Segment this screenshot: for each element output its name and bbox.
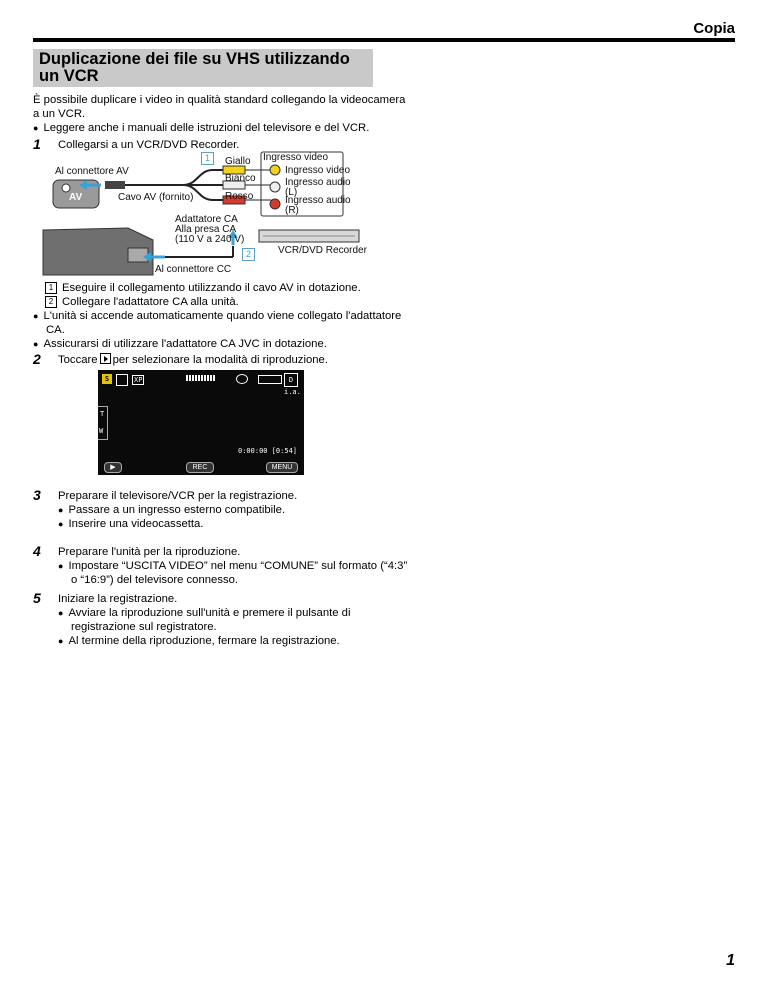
step-2-number: 2 <box>33 351 41 367</box>
audio-r-jack-icon <box>270 199 280 209</box>
callout-2: 2 <box>242 248 255 261</box>
note-1-number: 1 <box>45 282 57 294</box>
step-4-bullet-1 <box>58 559 407 573</box>
connection-diagram <box>33 150 373 280</box>
av-jack-label: AV <box>69 192 83 203</box>
playback-icon <box>100 353 111 364</box>
note-bullet-2 <box>33 337 327 351</box>
step-3-bullet-2 <box>58 517 285 531</box>
stabilizer-icon <box>236 374 248 384</box>
adapter-label-1: Adattatore CA <box>175 214 238 225</box>
step-2-text-before: Toccare <box>58 354 98 366</box>
step-1-text: Collegarsi a un VCR/DVD Recorder. <box>58 139 240 151</box>
playback-mode-icon: ▶ <box>110 464 116 471</box>
note-bullet-1-text: L'unità si accende automaticamente quando viene collegato l'adattatore <box>43 310 402 322</box>
quality-label: XP <box>134 376 143 384</box>
step-3-bullet-1 <box>58 503 285 517</box>
step-1-number: 1 <box>33 136 41 152</box>
av-plug-icon <box>105 181 125 189</box>
yellow-label: Giallo <box>225 156 251 167</box>
video-input-jack-icon <box>270 165 280 175</box>
zoom-w-label: W <box>99 427 104 435</box>
step-5-bullet-2 <box>58 634 350 648</box>
audio-l-jack-icon <box>270 182 280 192</box>
intro-bullet <box>33 121 405 135</box>
page-number: 1 <box>726 952 735 969</box>
note-2 <box>45 295 239 309</box>
step-3-bullet-2-text: Inserire una videocassetta. <box>68 518 204 530</box>
video-mode-icon <box>116 374 128 386</box>
header-rule <box>33 38 735 42</box>
intro-bullet-text: Leggere anche i manuali delle istruzioni del televisore e del VCR. <box>43 122 370 134</box>
step-3-bullet-1-text: Passare a un ingresso esterno compatibile. <box>68 504 286 516</box>
adapter-label-2: Alla presa CA <box>175 224 237 235</box>
intro-line-1: È possibile duplicare i video in qualità standard collegando la videocamera <box>33 94 406 106</box>
menu-button[interactable]: MENU <box>266 462 298 473</box>
cable-label: Cavo AV (fornito) <box>118 192 194 203</box>
audio-r-label-1: Ingresso audio <box>285 195 351 206</box>
red-label: Rosso <box>225 191 254 202</box>
zoom-t-label: T <box>100 410 105 418</box>
note-2-number: 2 <box>45 296 57 308</box>
step-5-bullet-1-text: Avviare la riproduzione sull'unità e premere il pulsante di <box>68 607 351 619</box>
note-bullet-1 <box>33 309 401 337</box>
camera-screen <box>98 370 304 475</box>
step-4-bullet-1-cont: o “16:9”) del televisore connesso. <box>71 574 239 586</box>
d-icon: D <box>284 373 298 387</box>
step-4-bullet-1-text: Impostare “USCITA VIDEO” nel menu “COMUNE” sul formato (“4:3” <box>68 560 408 572</box>
page-title: Duplicazione dei file su VHS utilizzando un VCR <box>33 49 373 87</box>
note-1-text: Eseguire il collegamento utilizzando il cavo AV in dotazione. <box>62 282 361 294</box>
rec-button[interactable]: REC <box>186 462 214 473</box>
video-input-header: Ingresso video <box>263 152 329 163</box>
white-label: Bianco <box>225 173 256 184</box>
remaining-time-icon <box>186 375 216 381</box>
audio-l-label-2: (L) <box>285 187 298 198</box>
callout-1: 1 <box>201 152 214 165</box>
step-4-bullets <box>58 559 407 587</box>
step-3-text: Preparare il televisore/VCR per la registrazione. <box>58 490 298 502</box>
step-5-bullets <box>58 606 350 648</box>
step-2-text-after: per selezionare la modalità di riproduzione. <box>112 354 328 366</box>
step-3-bullets <box>58 503 285 531</box>
av-connector-label: Al connettore AV <box>55 166 129 177</box>
battery-icon <box>258 375 282 384</box>
step-5-bullet-2-text: Al termine della riproduzione, fermare la registrazione. <box>68 635 340 647</box>
intro-line-2: a un VCR. <box>33 108 86 120</box>
audio-l-label-1: Ingresso audio <box>285 177 351 188</box>
timecode: 0:00:00 [0:54] <box>238 447 298 455</box>
section-header: Copia <box>693 20 735 37</box>
intro-text <box>33 93 405 135</box>
av-jack-icon <box>62 184 70 192</box>
recorder-label: VCR/DVD Recorder <box>278 245 367 256</box>
note-bullet-1-line-1 <box>33 309 401 323</box>
video-input-label: Ingresso video <box>285 165 351 176</box>
step-5-text: Iniziare la registrazione. <box>58 593 178 605</box>
step-5-number: 5 <box>33 590 41 606</box>
note-2-text: Collegare l'adattatore CA alla unità. <box>62 296 239 308</box>
ia-label: i.a. <box>284 388 301 396</box>
note-1 <box>45 281 361 295</box>
zoom-slider[interactable] <box>98 406 108 440</box>
step-2-text <box>58 353 328 367</box>
step-5-bullet-1 <box>58 606 350 620</box>
step-5-bullet-1-cont: registrazione sul registratore. <box>71 621 217 633</box>
note-bullet-1-line-2: CA. <box>46 324 65 336</box>
adapter-label-3: (110 V a 240 V) <box>175 234 245 245</box>
dc-connector-label: Al connettore CC <box>155 264 232 275</box>
step-4-number: 4 <box>33 543 41 559</box>
note-bullet-2-text: Assicurarsi di utilizzare l'adattatore CA JVC in dotazione. <box>43 338 327 350</box>
step-4-text: Preparare l'unità per la riproduzione. <box>58 546 241 558</box>
mode-s-icon: S <box>102 374 112 384</box>
step-3-number: 3 <box>33 487 41 503</box>
playback-mode-button[interactable] <box>104 462 122 473</box>
audio-r-label-2: (R) <box>285 205 299 216</box>
